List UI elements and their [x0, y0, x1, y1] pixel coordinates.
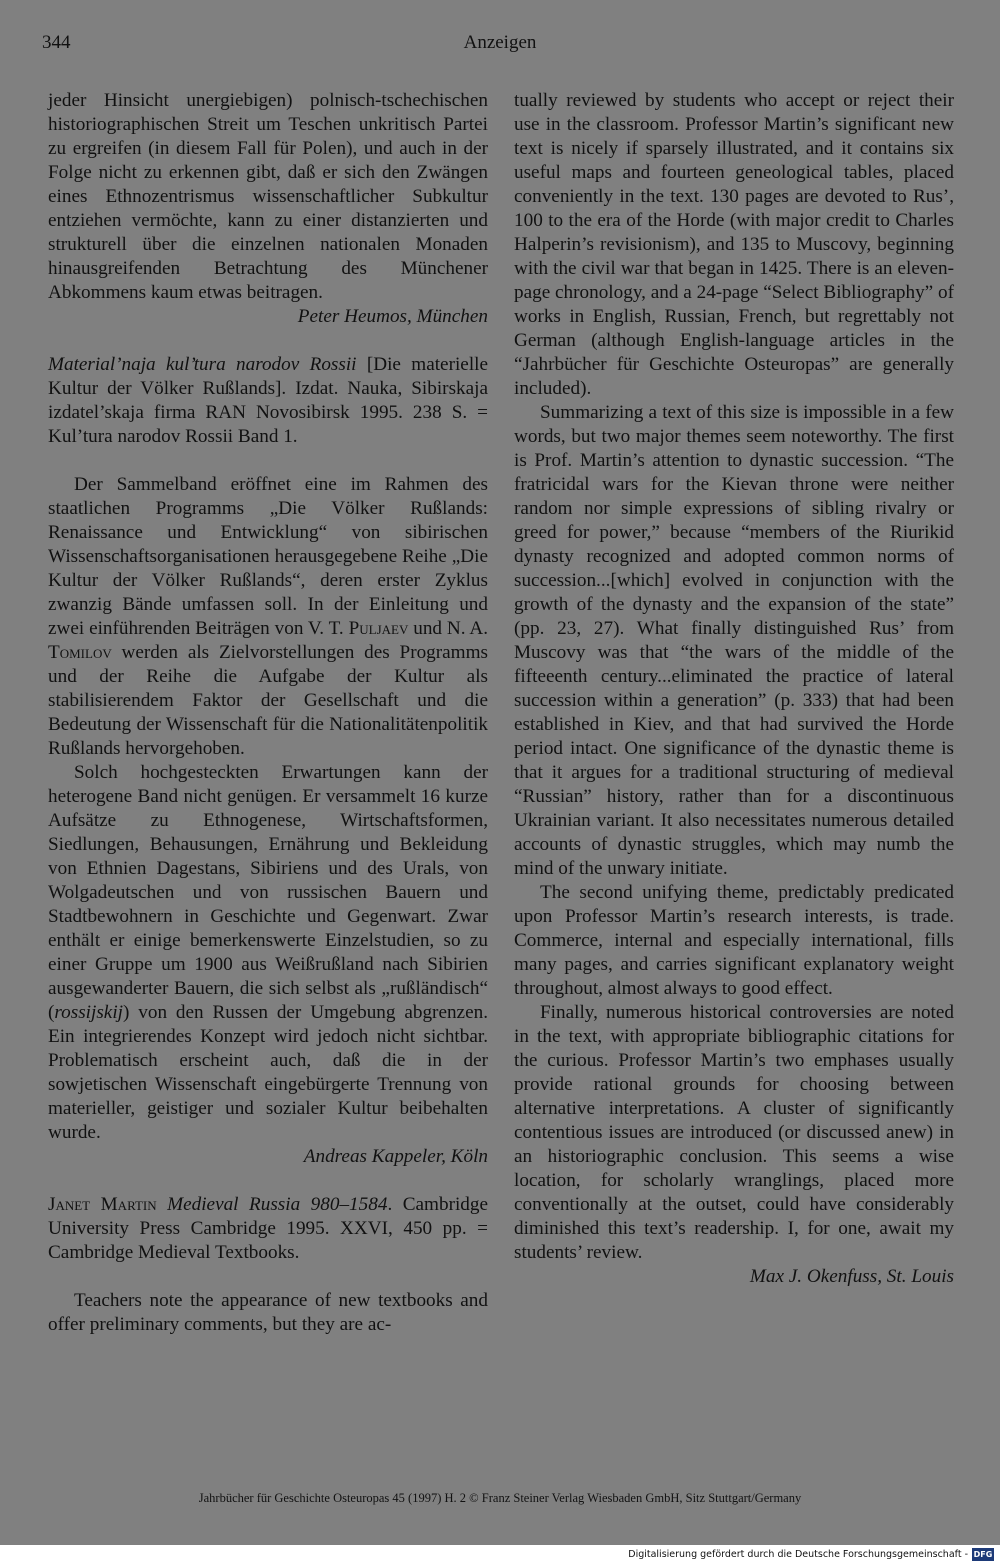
review-3-paragraph-3: The second unifying theme, predictably predicated upon Professor Martin’s research interests, is trade. Commerce, internal and especially international, fills many pages, and carries significant explanatory weight throughout, almost always to good effect. [514, 882, 954, 999]
dfg-logo-icon: DFG [973, 1550, 993, 1559]
author-name: Tomilov [48, 642, 112, 663]
review-3-paragraph-1-cont: tually reviewed by students who accept or reject their use in the classroom. Professor Martin’s significant new text is nicely if sparsely illustrated, and it contains six useful maps and fourteen geneological tables, placed conveniently in the text. 130 pages are devoted to Rus’, 100 to the era of the Horde (with major credit to Charles Halperin’s revisionism), and 135 to Muscovy, beginning with the civil war that began in 1425. There is an eleven-page chronology, and a 24-page “Select Bibliography” of works in English, Russian, French, but regrettably not German (although English-language articles in the “Jahrbücher für Geschichte Osteuropas” are generally included). [514, 90, 954, 399]
review-3-citation: Janet Martin Medieval Russia 980–1584. Cambridge University Press Cambridge 1995. XXVI, 450 pp. = Cambridge Medieval Textbooks. [48, 1194, 488, 1263]
reviewer-signature-okenfuss: Max J. Okenfuss, St. Louis [749, 1266, 954, 1287]
reviewer-signature-heumos: Peter Heumos, München [297, 306, 488, 327]
author-name: Janet Martin [48, 1194, 157, 1215]
page-header [42, 28, 958, 58]
review-3-paragraph-start: Teachers note the appearance of new textbooks and offer preliminary comments, but they are ac- [48, 1290, 488, 1335]
book-title: Medieval Russia 980–1584 [167, 1194, 388, 1215]
author-name: Puljaev [348, 618, 409, 639]
journal-footer: Jahrbücher für Geschichte Osteuropas 45 (1997) H. 2 © Franz Steiner Verlag Wiesbaden GmbH, Sitz Stuttgart/Germany [198, 1491, 802, 1505]
page-number: 344 [42, 32, 71, 53]
book-title: Material’naja kul’tura narodov Rossii [48, 354, 357, 375]
review-3-paragraph-2: Summarizing a text of this size is impossible in a few words, but two major themes seem noteworthy. The first is Prof. Martin’s attention to dynastic succession. “The fratricidal wars for the Kievan throne were neither random nor simple expressions of sibling rivalry or greed for power,” because “members of the Riurikid dynasty recognized and adopted common norms of succession...[which] evolved in conjunction with the growth of the dynasty and the expansion of the state” (pp. 23, 27). What finally distinguished Rus’ from Muscovy was that “the wars of the middle of the fifteeenth century...eliminated the practice of lateral succession within a generation” (p. 333) that had been established in Kiev, and that had survived the Horde period intact. One significance of the dynastic theme is that it argues for a traditional structuring of medieval “Russian” history, rather than for a discontinuous Ukrainian variant. It also necessitates numerous detailed accounts of dynastic struggles, which may numb the mind of the unwary initiate. [514, 402, 954, 879]
reviewer-signature-kappeler: Andreas Kappeler, Köln [303, 1146, 488, 1167]
right-column [514, 89, 954, 1289]
dfg-credit-text: Digitalisierung gefördert durch die Deutsche Forschungsgemeinschaft - [628, 1549, 968, 1560]
left-column [48, 89, 488, 1337]
review-2-paragraph-2: Solch hochgesteckten Erwartungen kann der heterogene Band nicht genügen. Er versammelt 16 kurze Aufsätze zu Ethnogenese, Wirtschaftsformen, Siedlungen, Behausungen, Ernährung und Bekleidung von Ethnien Dagestans, Sibiriens und des Urals, von Wolgadeutschen und von russischen Bauern und Stadtbewohnern in Geschichte und Gegenwart. Zwar enthält er einige bemerkenswerte Einzelstudien, so zu einer Gruppe um 1900 aus Weißrußland nach Sibirien ausgewanderter Bauern, die sich selbst als „rußländisch“ (rossijskij) von den Russen der Umgebung abgrenzen. Ein integrierendes Konzept wird jedoch nicht sichtbar. Problematisch erscheint auch, daß die in der sowjetischen Wissenschaft eingebürgerte Trennung von materieller, geistiger und sozialer Kultur beibehalten wurde. [48, 762, 488, 1143]
review-3-paragraph-4: Finally, numerous historical controversies are noted in the text, with appropriate bibliographic citations for the curious. Professor Martin’s two emphases usually provide rational grounds for choosing between alternative interpretations. A cluster of significantly contentious issues are introduced (or discussed anew) in an historiographic conclusion. This seems a wise location, for scholarly wranglings, placed more conventionally at the outset, could have considerably diminished this text’s readership. I, for one, await my students’ review. [514, 1002, 954, 1263]
review-2-citation: Material’naja kul’tura narodov Rossii [Die materielle Kultur der Völker Rußlands]. Izdat. Nauka, Sibirskaja izdatel’skaja firma RAN Novosibirsk 1995. 238 S. = Kul’tura narodov Rossii Band 1. [48, 354, 488, 447]
section-title: Anzeigen [463, 32, 537, 53]
digitization-bar [0, 1545, 1000, 1565]
review-2-paragraph-1: Der Sammelband eröffnet eine im Rahmen des staatlichen Programms „Die Völker Rußlands: Renaissance und Entwicklung“ von sibirischen Wissenschaftsorganisationen herausgegebene Reihe „Die Kultur der Völker Rußlands“, deren erster Zyklus zwanzig Bände umfassen soll. In der Einleitung und zwei einführenden Beiträgen von V. T. Puljaev und N. A. Tomilov werden als Zielvorstellungen des Programms und der Reihe die Aufgabe der Kultur als stabilisierendem Faktor der Gesellschaft und die Bedeutung der Wissenschaft für die Nationalitätenpolitik Rußlands hervorgehoben. [48, 474, 489, 759]
review-1-ending: jeder Hinsicht unergiebigen) polnisch-tschechischen historiographischen Streit um Teschen unkritisch Partei zu ergreifen (in diesem Fall für Polen), und auch in der Folge nicht zu erkennen gibt, daß er sich den Zwängen eines Ethnozentrismus wissenschaftlicher Subkultur entziehen vermöchte, kann zu einer distanzierten und strukturell über die einzelnen nationalen Monaden hinausgreifenden Betrachtung des Münchener Abkommens kaum etwas beitragen. [48, 90, 488, 303]
